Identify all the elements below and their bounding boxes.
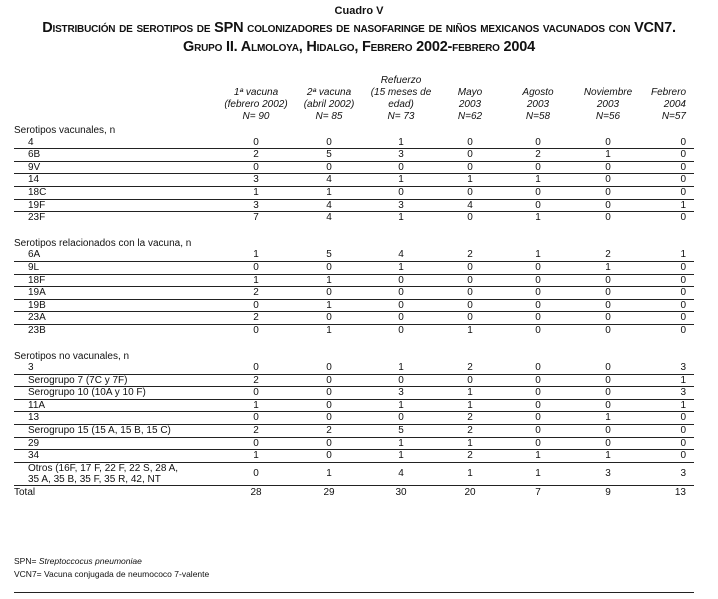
cell-value: 2	[292, 425, 366, 438]
cell-value: 2	[572, 249, 644, 261]
cell-value: 0	[572, 312, 644, 325]
column-header-line: Agosto	[522, 87, 554, 98]
cell-value: 2	[504, 149, 572, 162]
cell-value: 2	[220, 374, 292, 387]
cell-value: 1	[366, 450, 436, 463]
cell-value: 0	[572, 161, 644, 174]
row-label: Serogrupo 10 (10A y 10 F)	[14, 387, 220, 400]
cell-value: 1	[644, 399, 694, 412]
cell-value: 0	[220, 437, 292, 450]
cell-value: 1	[436, 387, 504, 400]
cell-value: 1	[292, 462, 366, 485]
serotype-table	[14, 75, 694, 498]
section-header	[14, 337, 694, 363]
column-header	[504, 75, 572, 123]
column-header	[220, 75, 292, 123]
row-label: 23F	[28, 212, 46, 224]
cell-value: 3	[644, 462, 694, 485]
column-header	[644, 75, 694, 123]
cell-value: 0	[680, 324, 686, 336]
row-label: 18F	[14, 274, 220, 287]
cell-value: 4	[366, 462, 436, 485]
cell-value: 0	[504, 399, 572, 412]
cell-value: 0	[292, 137, 366, 149]
cell-value: 0	[644, 425, 694, 438]
cell-value: 0	[504, 374, 572, 387]
cell-value: 0	[605, 212, 611, 224]
table-row	[14, 137, 694, 149]
table-title-line-2: Grupo II. Almoloya, Hidalgo, Febrero 2002-febrero 2004	[183, 39, 535, 55]
cell-value: 0	[644, 437, 694, 450]
cell-value: 0	[253, 324, 259, 336]
cell-value: 0	[572, 186, 644, 199]
cell-value: 0	[572, 299, 644, 312]
section-header	[14, 123, 694, 137]
cell-value: 0	[644, 299, 694, 312]
cell-value: 0	[436, 261, 504, 274]
cell-value: 7	[253, 212, 259, 224]
cell-value: 0	[436, 374, 504, 387]
table-row	[14, 287, 694, 300]
table-row	[14, 161, 694, 174]
row-label: 13	[14, 412, 220, 425]
column-header-line: N=56	[595, 111, 621, 122]
cell-value: 0	[504, 387, 572, 400]
cell-value: 0	[436, 274, 504, 287]
cell-value: 0	[366, 287, 436, 300]
table-row	[14, 199, 694, 212]
column-header-line: Febrero	[650, 87, 686, 98]
column-header-line: 2003	[596, 99, 620, 110]
cell-value: 1	[504, 249, 572, 261]
column-header	[366, 75, 436, 123]
column-header	[572, 75, 644, 123]
total-value: 13	[674, 486, 686, 498]
column-header-line: Mayo	[457, 87, 483, 98]
row-label: 9L	[14, 261, 220, 274]
row-label: 3	[14, 362, 220, 374]
cell-value: 1	[220, 186, 292, 199]
cell-value: 2	[436, 249, 504, 261]
table-title-line-1: Distribución de serotipos de SPN colonizadores de nasofaringe de niños mexicanos vacunados con VCN7.	[42, 20, 676, 36]
column-header	[292, 75, 366, 123]
cell-value: 0	[366, 186, 436, 199]
column-header-line: 2ª vacuna	[306, 87, 352, 98]
cell-value: 0	[220, 412, 292, 425]
table-row	[14, 462, 694, 485]
cell-value: 1	[436, 399, 504, 412]
cell-value: 3	[572, 462, 644, 485]
cell-value: 0	[644, 274, 694, 287]
cell-value: 1	[436, 462, 504, 485]
row-label: 23A	[14, 312, 220, 325]
cell-value: 3	[366, 387, 436, 400]
cell-value: 3	[366, 199, 436, 212]
cell-value: 1	[326, 324, 332, 336]
table-row	[14, 387, 694, 400]
cell-value: 0	[220, 161, 292, 174]
cell-value: 0	[644, 312, 694, 325]
cell-value: 1	[644, 249, 694, 261]
section-title: Serotipos relacionados con la vacuna, n	[14, 237, 192, 249]
cell-value: 0	[504, 362, 572, 374]
table-row	[14, 299, 694, 312]
cell-value: 4	[292, 174, 366, 187]
column-header-line: Noviembre	[583, 87, 633, 98]
column-header-line: N=58	[525, 111, 551, 122]
cell-value: 1	[504, 450, 572, 463]
cell-value: 0	[436, 161, 504, 174]
cell-value: 0	[292, 387, 366, 400]
cell-value: 0	[504, 274, 572, 287]
cell-value: 0	[644, 412, 694, 425]
cell-value: 2	[436, 412, 504, 425]
row-label: 19A	[14, 287, 220, 300]
cell-value: 0	[504, 312, 572, 325]
table-row	[14, 362, 694, 374]
cell-value: 0	[292, 374, 366, 387]
cell-value: 1	[644, 374, 694, 387]
cell-value: 0	[220, 387, 292, 400]
table-row	[14, 274, 694, 287]
total-value: 30	[395, 486, 407, 498]
row-label: 11A	[14, 399, 220, 412]
cell-value: 1	[292, 299, 366, 312]
table-row	[14, 425, 694, 438]
cell-value: 0	[504, 261, 572, 274]
cell-value: 0	[292, 312, 366, 325]
footnote-spn	[14, 555, 209, 568]
cell-value: 0	[436, 287, 504, 300]
cell-value: 0	[572, 174, 644, 187]
footnotes	[14, 555, 209, 581]
table-row	[14, 374, 694, 387]
cell-value: 1	[572, 412, 644, 425]
row-label: 23B	[28, 324, 46, 336]
blank-header	[14, 75, 220, 123]
table-row	[14, 437, 694, 450]
cell-value: 0	[644, 186, 694, 199]
column-headers	[14, 75, 694, 123]
column-header-line: 2003	[526, 99, 550, 110]
cell-value: 5	[292, 149, 366, 162]
table-row	[14, 324, 694, 336]
table-row	[14, 249, 694, 261]
row-label: 4	[14, 137, 220, 149]
table-row	[14, 412, 694, 425]
cell-value: 0	[644, 161, 694, 174]
cell-value: 0	[644, 450, 694, 463]
cell-value: 0	[504, 299, 572, 312]
cell-value: 0	[504, 161, 572, 174]
column-header-line: (febrero 2002)	[224, 99, 288, 110]
table-row	[14, 312, 694, 325]
cell-value: 1	[366, 362, 436, 374]
total-value: 29	[323, 486, 335, 498]
section-title: Serotipos vacunales, n	[14, 125, 116, 136]
table-row	[14, 261, 694, 274]
cell-value: 0	[436, 186, 504, 199]
row-label: Serogrupo 7 (7C y 7F)	[14, 374, 220, 387]
cell-value: 1	[398, 212, 404, 224]
cell-value: 1	[572, 450, 644, 463]
cell-value: 1	[366, 437, 436, 450]
cell-value: 0	[398, 324, 404, 336]
cell-value: 0	[220, 137, 292, 149]
table-row	[14, 450, 694, 463]
table-row	[14, 399, 694, 412]
table-row	[14, 212, 694, 224]
cell-value: 0	[366, 412, 436, 425]
column-header-line: N= 73	[387, 111, 415, 122]
cell-value: 3	[644, 387, 694, 400]
cell-value: 4	[326, 212, 332, 224]
cell-value: 0	[366, 374, 436, 387]
table-body	[14, 123, 694, 498]
cell-value: 0	[436, 137, 504, 149]
cell-value: 0	[644, 137, 694, 149]
cell-value: 4	[292, 199, 366, 212]
cell-value: 0	[680, 212, 686, 224]
cell-value: 5	[366, 425, 436, 438]
cell-value: 2	[220, 287, 292, 300]
cell-value: 0	[467, 212, 473, 224]
cell-value: 0	[572, 437, 644, 450]
cell-value: 3	[644, 362, 694, 374]
cell-value: 0	[366, 299, 436, 312]
cell-value: 0	[220, 261, 292, 274]
cell-value: 2	[220, 149, 292, 162]
cell-value: 3	[220, 199, 292, 212]
column-header-line: N=62	[457, 111, 483, 122]
cell-value: 1	[292, 186, 366, 199]
cell-value: 2	[220, 312, 292, 325]
cell-value: 0	[436, 149, 504, 162]
total-label: Total	[14, 486, 36, 498]
cell-value: 1	[504, 174, 572, 187]
row-label: 29	[14, 437, 220, 450]
total-value: 7	[535, 486, 541, 498]
cell-value: 0	[292, 161, 366, 174]
cell-value: 0	[366, 161, 436, 174]
cell-value: 0	[605, 324, 611, 336]
row-label: 18C	[14, 186, 220, 199]
cell-value: 0	[366, 274, 436, 287]
cell-value: 1	[504, 462, 572, 485]
cell-value: 4	[436, 199, 504, 212]
cell-value: 0	[292, 450, 366, 463]
cell-value: 0	[504, 437, 572, 450]
cell-value: 2	[436, 450, 504, 463]
cell-value: 1	[572, 149, 644, 162]
cell-value: 3	[366, 149, 436, 162]
column-header-line: N= 85	[315, 111, 343, 122]
cell-value: 5	[292, 249, 366, 261]
cell-value: 0	[292, 399, 366, 412]
row-label: 9V	[14, 161, 220, 174]
cell-value: 0	[366, 312, 436, 325]
total-value: 20	[464, 486, 476, 498]
column-header-line: N= 90	[242, 111, 270, 122]
cell-value: 4	[366, 249, 436, 261]
cell-value: 1	[366, 137, 436, 149]
cell-value: 0	[504, 412, 572, 425]
cell-value: 0	[292, 437, 366, 450]
bottom-rule	[14, 592, 694, 593]
cell-value: 0	[572, 362, 644, 374]
cell-value: 0	[572, 387, 644, 400]
cell-value: 0	[504, 425, 572, 438]
cell-value: 1	[220, 450, 292, 463]
cell-value: 0	[572, 287, 644, 300]
cell-value: 0	[292, 412, 366, 425]
cell-value: 2	[436, 425, 504, 438]
row-label: 34	[14, 450, 220, 463]
cell-value: 0	[644, 149, 694, 162]
total-value: 9	[605, 486, 611, 498]
cell-value: 0	[572, 199, 644, 212]
cell-value: 0	[644, 174, 694, 187]
row-label: 6A	[14, 249, 220, 261]
row-label: 19B	[14, 299, 220, 312]
cell-value: 1	[467, 324, 473, 336]
column-header-line: Refuerzo	[380, 75, 422, 86]
column-header-line: 1ª vacuna	[233, 87, 279, 98]
section-header	[14, 224, 694, 250]
column-header-line: (abril 2002)	[303, 99, 355, 110]
row-label: 6B	[14, 149, 220, 162]
cell-value: 0	[535, 324, 541, 336]
column-header	[436, 75, 504, 123]
cell-value: 0	[572, 137, 644, 149]
column-header-line: N=57	[661, 111, 686, 122]
cell-value: 0	[644, 287, 694, 300]
cell-value: 1	[366, 399, 436, 412]
cell-value: 1	[436, 437, 504, 450]
cell-value: 0	[504, 137, 572, 149]
row-label: Serogrupo 15 (15 A, 15 B, 15 C)	[14, 425, 220, 438]
cell-value: 0	[220, 299, 292, 312]
column-header-line: 2004	[663, 99, 686, 110]
column-header-line: (15 meses de	[370, 87, 432, 98]
cell-value: 1	[220, 274, 292, 287]
cell-value: 0	[292, 261, 366, 274]
cell-value: 0	[220, 362, 292, 374]
column-header-line: 2003	[458, 99, 482, 110]
total-row	[14, 485, 694, 498]
cell-value: 1	[366, 261, 436, 274]
cell-value: 1	[220, 249, 292, 261]
cell-value: 1	[436, 174, 504, 187]
row-label: 19F	[14, 199, 220, 212]
cell-value: 3	[220, 174, 292, 187]
cell-value: 0	[572, 274, 644, 287]
cell-value: 2	[220, 425, 292, 438]
footnote-spn-species: Streptoccocus pneumoniae	[38, 556, 142, 566]
column-header-line: edad)	[388, 99, 414, 110]
cell-value: 0	[220, 462, 292, 485]
cell-value: 2	[436, 362, 504, 374]
section-title: Serotipos no vacunales, n	[14, 350, 130, 362]
cell-value: 0	[572, 425, 644, 438]
cell-value: 0	[292, 362, 366, 374]
cell-value: 0	[436, 299, 504, 312]
table-row	[14, 186, 694, 199]
row-label: Otros (16F, 17 F, 22 F, 22 S, 28 A, 35 A, 35 B, 35 F, 35 R, 42, NT	[14, 462, 220, 485]
footnote-vcn7: VCN7= Vacuna conjugada de neumococo 7-valente	[14, 569, 210, 579]
table-caption: Cuadro V	[334, 5, 384, 17]
cell-value: 0	[292, 287, 366, 300]
cell-value: 1	[572, 261, 644, 274]
cell-value: 0	[572, 374, 644, 387]
cell-value: 0	[504, 199, 572, 212]
cell-value: 0	[436, 312, 504, 325]
footnote-spn-prefix: SPN=	[14, 556, 39, 566]
table-row	[14, 149, 694, 162]
cell-value: 1	[220, 399, 292, 412]
total-value: 28	[250, 486, 262, 498]
cell-value: 0	[644, 261, 694, 274]
table-row	[14, 174, 694, 187]
cell-value: 1	[292, 274, 366, 287]
cell-value: 1	[644, 199, 694, 212]
cell-value: 0	[572, 399, 644, 412]
cell-value: 0	[504, 186, 572, 199]
cell-value: 0	[504, 287, 572, 300]
row-label: 14	[14, 174, 220, 187]
cell-value: 1	[366, 174, 436, 187]
cell-value: 1	[535, 212, 541, 224]
